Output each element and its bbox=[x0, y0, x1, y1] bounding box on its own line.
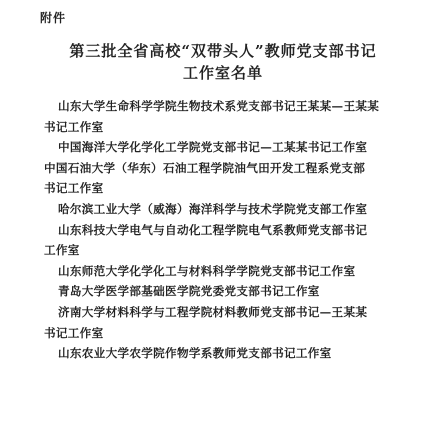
list-item: 山东农业大学农学院作物学系教师党支部书记工作室 bbox=[58, 346, 332, 361]
list-item: 青岛大学医学部基础医学院党委党支部书记工作室 bbox=[58, 284, 320, 299]
list-item: 中国石油大学（华东）石油工程学院油气田开发工程系党支部 bbox=[44, 160, 366, 175]
list-item: 中国海洋大学化学化工学院党支部书记—工某某书记工作室 bbox=[58, 140, 368, 155]
attachment-label: 附件 bbox=[40, 11, 67, 25]
document-list bbox=[44, 96, 406, 364]
list-item: 山东大学生命科学学院生物技术系党支部书记王某某—王某某 bbox=[58, 99, 380, 113]
list-item: 山东科技大学电气与自动化工程学院电气系教师党支部书记 bbox=[58, 222, 368, 237]
list-item: 书记工作室 bbox=[44, 325, 104, 340]
document-title-line-2: 工作室名单 bbox=[182, 64, 263, 82]
list-item: 工作室 bbox=[44, 243, 80, 258]
list-item: 济南大学材料科学与工程学院材料教师党支部书记—王某某 bbox=[58, 304, 368, 319]
document-title-line-1: 第三批全省高校“双带头人”教师党支部书记 bbox=[69, 42, 377, 60]
list-item: 哈尔滨工业大学（威海）海洋科学与技术学院党支部工作室 bbox=[58, 201, 368, 216]
list-item: 书记工作室 bbox=[44, 119, 104, 134]
list-item: 山东师范大学化学化工与材料科学学院党支部书记工作室 bbox=[58, 263, 356, 278]
list-item: 书记工作室 bbox=[44, 181, 104, 196]
